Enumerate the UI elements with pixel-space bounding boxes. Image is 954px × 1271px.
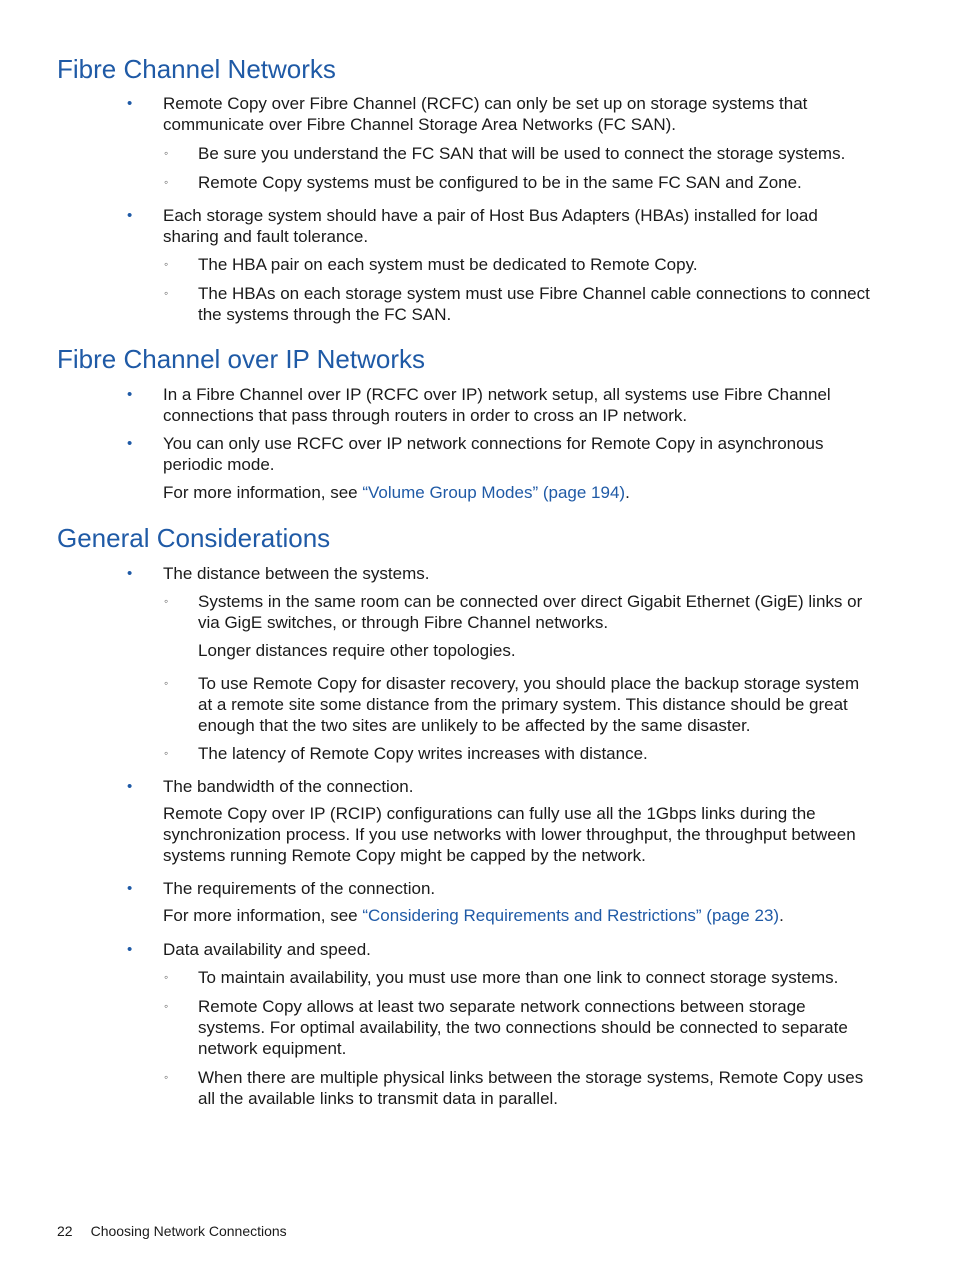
item-text: Be sure you understand the FC SAN that will be used to connect the storage systems. (198, 144, 846, 163)
list-item (127, 93, 873, 135)
more-info-paragraph (163, 905, 873, 926)
sub-list-item (164, 172, 873, 193)
sub-list-item (164, 143, 873, 164)
more-info-paragraph (163, 482, 873, 503)
section-heading: Fibre Channel over IP Networks (57, 344, 426, 374)
chapter-title: Choosing Network Connections (90, 1223, 287, 1239)
bullet-icon: • (127, 435, 133, 452)
item-text: When there are multiple physical links between the storage systems, Remote Copy uses all the available links to transmit data in parallel. (198, 1068, 864, 1108)
sub-list-item (164, 1067, 873, 1109)
item-text: In a Fibre Channel over IP (RCFC over IP) network setup, all systems use Fibre Channel connections that pass through routers in order to cross an IP network. (163, 385, 831, 425)
sub-list-item (164, 967, 873, 988)
sub-bullet-icon: ◦ (164, 257, 169, 271)
item-text: Remote Copy over Fibre Channel (RCFC) can only be set up on storage systems that communicate over Fibre Channel Storage Area Networks (FC SAN). (163, 94, 808, 134)
volume-group-modes-link[interactable]: “Volume Group Modes” (page 194) (362, 483, 626, 502)
bullet-icon: • (127, 207, 133, 224)
sub-list-item (164, 673, 873, 736)
page-footer (57, 1222, 287, 1240)
list-item (127, 205, 873, 247)
bullet-icon: • (127, 386, 133, 403)
item-text: The requirements of the connection. (163, 879, 436, 898)
list-item (127, 776, 873, 797)
more-info-prefix: For more information, see (163, 483, 363, 502)
sub-item-paragraph (198, 640, 873, 661)
sub-list-item (164, 283, 873, 325)
sub-bullet-icon: ◦ (164, 146, 169, 160)
list-item (127, 878, 873, 899)
sub-bullet-icon: ◦ (164, 676, 169, 690)
bullet-icon: • (127, 565, 133, 582)
bullet-icon: • (127, 778, 133, 795)
sub-list-item (164, 743, 873, 764)
more-info-prefix: For more information, see (163, 906, 363, 925)
sub-bullet-icon: ◦ (164, 999, 169, 1013)
item-text: To use Remote Copy for disaster recovery, you should place the backup storage system at a remote site some distance from the primary system. This distance should be great enough that the two sites are unlikely to be affected by the same disaster. (198, 674, 860, 735)
item-paragraph (163, 803, 873, 866)
sub-bullet-icon: ◦ (164, 286, 169, 300)
sub-bullet-icon: ◦ (164, 970, 169, 984)
item-text: The distance between the systems. (163, 564, 430, 583)
sub-bullet-icon: ◦ (164, 1070, 169, 1084)
page-number: 22 (57, 1223, 73, 1239)
bullet-icon: • (127, 95, 133, 112)
item-text: Remote Copy allows at least two separate network connections between storage systems. For optimal availability, the two connections should be connected to separate network equipment. (198, 997, 848, 1058)
sub-bullet-icon: ◦ (164, 746, 169, 760)
item-text: To maintain availability, you must use more than one link to connect storage systems. (198, 968, 839, 987)
item-text: The HBAs on each storage system must use Fibre Channel cable connections to connect the systems through the FC SAN. (198, 284, 870, 324)
list-item (127, 384, 873, 426)
item-text: Remote Copy over IP (RCIP) configurations can fully use all the 1Gbps links during the synchronization process. If you use networks with lower throughput, the throughput between systems running Remote Copy might be capped by the network. (163, 804, 856, 865)
list-item (127, 563, 873, 584)
requirements-restrictions-link[interactable]: “Considering Requirements and Restrictions” (page 23) (362, 906, 780, 925)
bullet-icon: • (127, 880, 133, 897)
sub-list-item (164, 254, 873, 275)
item-text: Each storage system should have a pair of Host Bus Adapters (HBAs) installed for load sharing and fault tolerance. (163, 206, 818, 246)
section-heading: General Considerations (57, 523, 331, 553)
item-text: Remote Copy systems must be configured to be in the same FC SAN and Zone. (198, 173, 802, 192)
bullet-icon: • (127, 941, 133, 958)
list-item (127, 433, 873, 475)
sub-bullet-icon: ◦ (164, 175, 169, 189)
item-text: Longer distances require other topologies. (198, 641, 516, 660)
sub-list-item (164, 996, 873, 1059)
item-text: The latency of Remote Copy writes increases with distance. (198, 744, 648, 763)
item-text: Data availability and speed. (163, 940, 371, 959)
item-text: The bandwidth of the connection. (163, 777, 414, 796)
more-info-suffix: . (779, 906, 784, 925)
more-info-suffix: . (625, 483, 630, 502)
section-heading: Fibre Channel Networks (57, 54, 336, 84)
sub-bullet-icon: ◦ (164, 594, 169, 608)
item-text: The HBA pair on each system must be dedicated to Remote Copy. (198, 255, 698, 274)
item-text: Systems in the same room can be connected over direct Gigabit Ethernet (GigE) links or via GigE switches, or through Fibre Channel networks. (198, 592, 863, 632)
item-text: You can only use RCFC over IP network connections for Remote Copy in asynchronous periodic mode. (163, 434, 824, 474)
sub-list-item (164, 591, 873, 633)
list-item (127, 939, 873, 960)
